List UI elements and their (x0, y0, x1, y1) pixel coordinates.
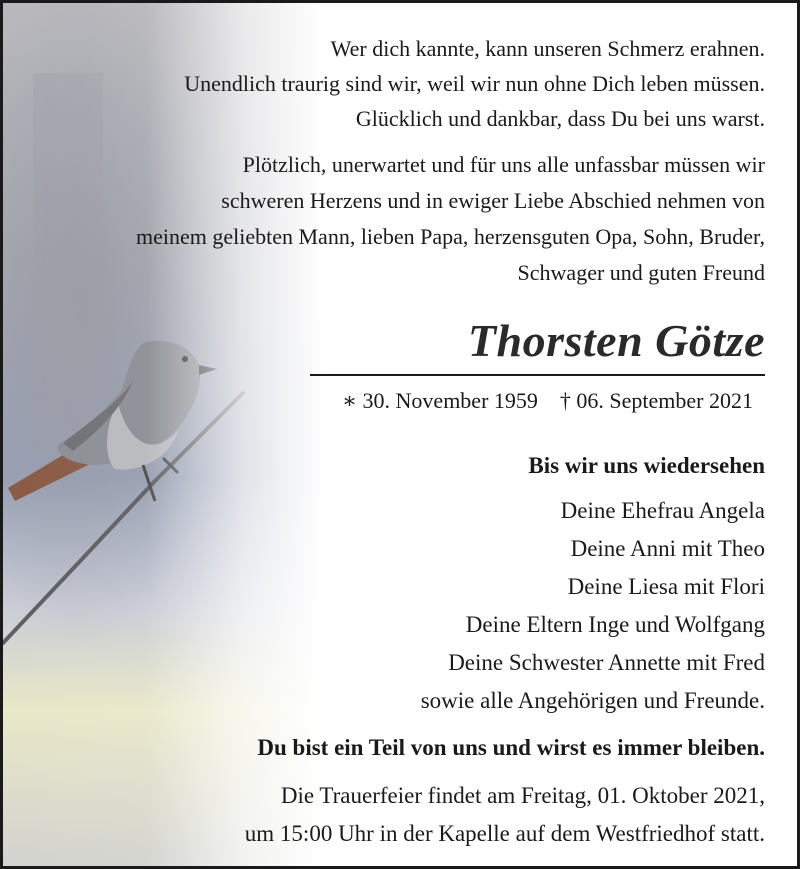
poem-line: Unendlich traurig sind wir, weil wir nun ohne Dich leben müssen. (184, 71, 765, 96)
memorial-poem (45, 31, 765, 136)
mourner: Deine Ehefrau Angela (560, 498, 765, 523)
birth-date: ∗ 30. November 1959 (342, 388, 538, 413)
mourner: Deine Eltern Inge und Wolfgang (465, 612, 765, 637)
life-dates (342, 386, 753, 416)
deceased-name: Thorsten Götze (467, 315, 765, 366)
service-line: um 15:00 Uhr in der Kapelle auf dem Westfriedhof statt. (244, 821, 765, 846)
announcement-text (45, 147, 765, 291)
mourners-list (45, 492, 765, 720)
announcement-line: Schwager und guten Freund (517, 260, 765, 285)
mourner: Deine Liesa mit Flori (567, 574, 765, 599)
mourner: Deine Anni mit Theo (570, 536, 765, 561)
announcement-line: Plötzlich, unerwartet und für uns alle unfassbar müssen wir (242, 152, 765, 177)
name-divider (310, 374, 765, 376)
funeral-service-info (45, 777, 765, 853)
mourner: sowie alle Angehörigen und Freunde. (420, 688, 765, 713)
service-line: Die Trauerfeier findet am Freitag, 01. Oktober 2021, (280, 783, 765, 808)
poem-line: Glücklich und dankbar, dass Du bei uns warst. (355, 106, 765, 131)
closing-statement: Du bist ein Teil von uns und wirst es immer bleiben. (257, 735, 765, 760)
announcement-line: meinem geliebten Mann, lieben Papa, herzensguten Opa, Sohn, Bruder, (136, 224, 765, 249)
announcement-line: schweren Herzens und in ewiger Liebe Abschied nehmen von (221, 188, 765, 213)
mourner: Deine Schwester Annette mit Fred (448, 650, 765, 675)
poem-line: Wer dich kannte, kann unseren Schmerz erahnen. (330, 36, 765, 61)
motto: Bis wir uns wiedersehen (528, 453, 765, 478)
death-date: † 06. September 2021 (559, 388, 753, 413)
